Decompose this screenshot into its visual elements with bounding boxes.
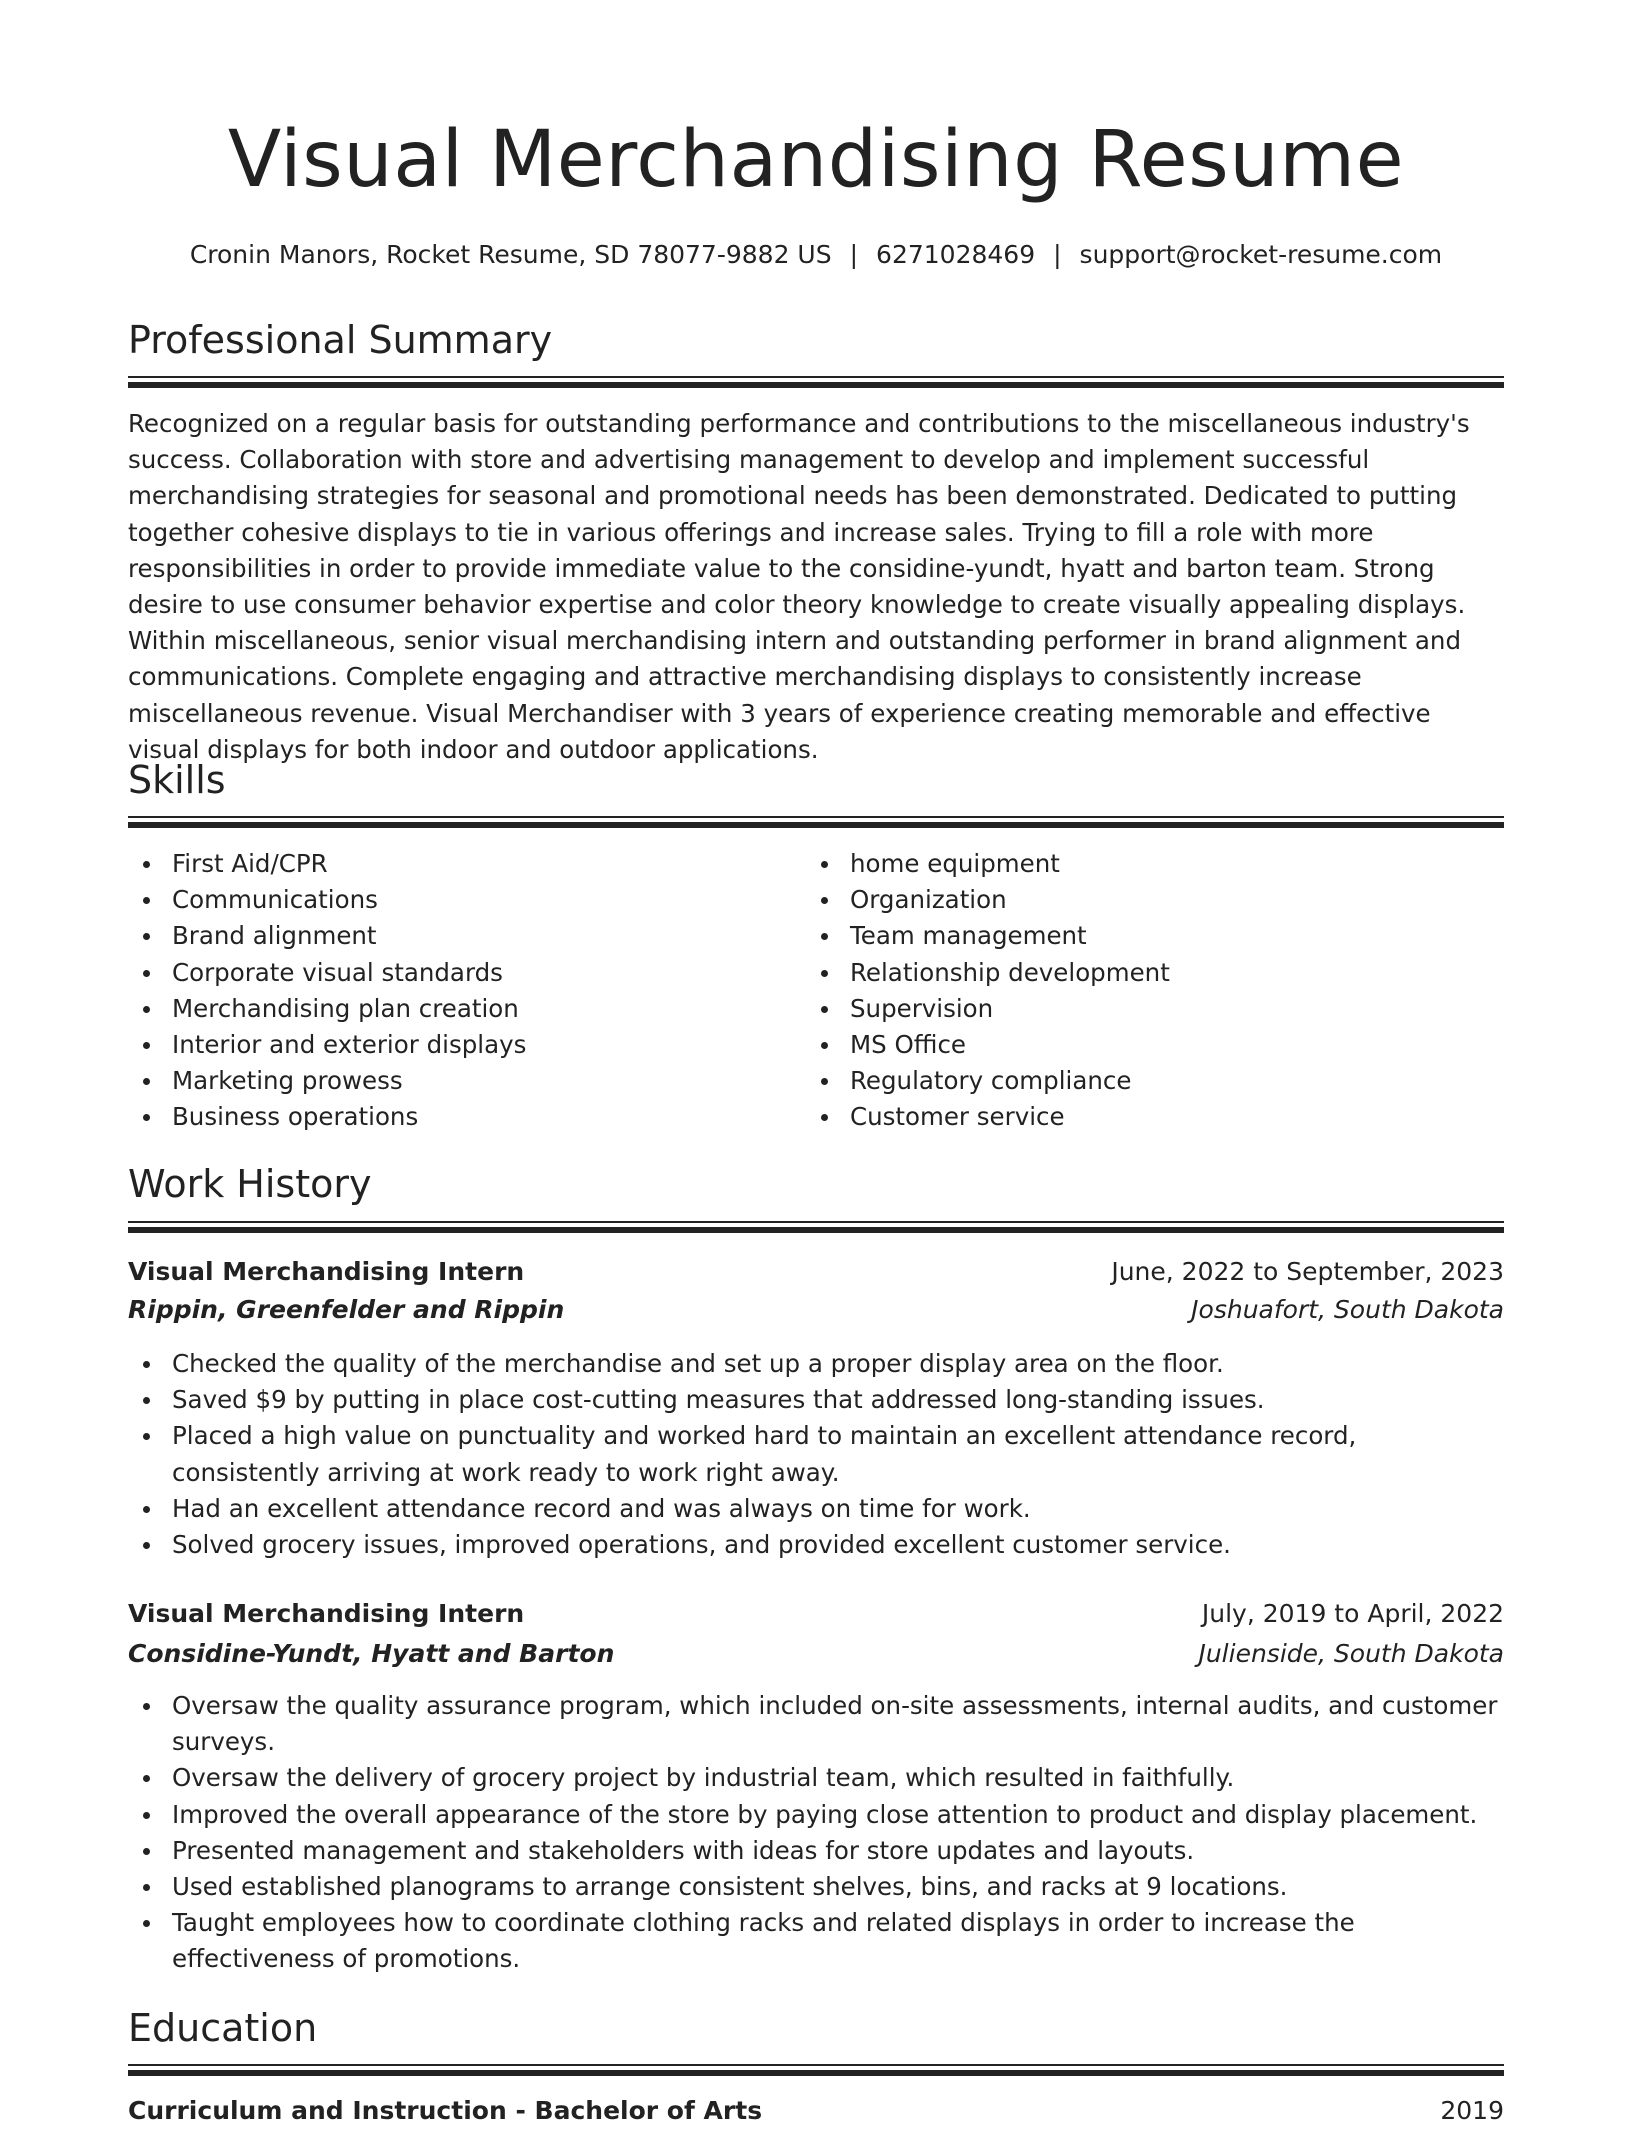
skill-item: First Aid/CPR: [128, 846, 788, 882]
skill-item: Communications: [128, 882, 788, 918]
skills-column-left: [128, 846, 788, 1136]
duty-item: Taught employees how to coordinate clothing racks and related displays in order to increase the effectiveness of promotions.: [128, 1905, 1504, 1977]
skills-list-right: [806, 846, 1466, 1136]
job-duties-list: [128, 1688, 1504, 1978]
job-title: Visual Merchandising Intern: [128, 1257, 525, 1286]
duty-item: Placed a high value on punctuality and worked hard to maintain an excellent attendance record, consistently arriving at work ready to work right away.: [128, 1418, 1504, 1490]
duty-item: Used established planograms to arrange consistent shelves, bins, and racks at 9 locations.: [128, 1869, 1504, 1905]
skill-item: Marketing prowess: [128, 1063, 788, 1099]
skill-item: home equipment: [806, 846, 1466, 882]
skills-column-right: [806, 846, 1466, 1136]
duty-item: Oversaw the delivery of grocery project by industrial team, which resulted in faithfully.: [128, 1760, 1504, 1796]
summary-text: Recognized on a regular basis for outstanding performance and contributions to the miscellaneous industry's success. Collaboration with store and advertising management to develop and implement successful merchandising strategies for seasonal and promotional needs has been demonstrated. Dedicated to putting together cohesive displays to tie in various offerings and increase sales. Trying to fill a role with more responsibilities in order to provide immediate value to the considine-yundt, hyatt and barton team. Strong desire to use consumer behavior expertise and color theory knowledge to create visually appealing displays. Within miscellaneous, senior visual merchandising intern and outstanding performer in brand alignment and communications. Complete engaging and attractive merchandising displays to consistently increase miscellaneous revenue. Visual Merchandiser with 3 years of experience creating memorable and effective visual displays for both indoor and outdoor applications.: [128, 409, 1470, 764]
skill-item: Relationship development: [806, 955, 1466, 991]
duty-item: Oversaw the quality assurance program, which included on-site assessments, internal audits, and customer surveys.: [128, 1688, 1504, 1760]
work-heading: Work History: [128, 1162, 372, 1206]
job-2-duties: [128, 1688, 1504, 1978]
duty-item: Had an excellent attendance record and was always on time for work.: [128, 1491, 1504, 1527]
skill-item: Merchandising plan creation: [128, 991, 788, 1027]
job-1-duties: [128, 1346, 1504, 1563]
duty-item: Improved the overall appearance of the store by paying close attention to product and display placement.: [128, 1797, 1504, 1833]
contact-separator: |: [849, 240, 859, 269]
contact-address: Cronin Manors, Rocket Resume, SD 78077-9882 US: [189, 240, 832, 269]
summary-section-header: [128, 318, 1504, 364]
summary-heading: Professional Summary: [128, 318, 553, 362]
duty-item: Checked the quality of the merchandise and set up a proper display area on the floor.: [128, 1346, 1504, 1382]
job-company: Considine-Yundt, Hyatt and Barton: [128, 1639, 615, 1668]
duty-item: Presented management and stakeholders with ideas for store updates and layouts.: [128, 1833, 1504, 1869]
job-dates: July, 2019 to April, 2022: [1201, 1599, 1504, 1628]
job-location: Joshuafort, South Dakota: [1191, 1295, 1504, 1324]
section-divider: [128, 1221, 1504, 1233]
skill-item: Business operations: [128, 1099, 788, 1135]
education-year: 2019: [1440, 2096, 1504, 2125]
skill-item: Corporate visual standards: [128, 955, 788, 991]
contact-email[interactable]: support@rocket-resume.com: [1079, 240, 1443, 269]
contact-separator: |: [1053, 240, 1062, 269]
skill-item: MS Office: [806, 1027, 1466, 1063]
job-company: Rippin, Greenfelder and Rippin: [128, 1295, 565, 1324]
contact-phone: 6271028469: [876, 240, 1036, 269]
skill-item: Brand alignment: [128, 918, 788, 954]
skills-heading: Skills: [128, 758, 226, 802]
skill-item: Supervision: [806, 991, 1466, 1027]
education-degree: Curriculum and Instruction - Bachelor of Arts: [128, 2096, 763, 2125]
education-section-header: [128, 2006, 1504, 2052]
resume-title: Visual Merchandising Resume: [227, 115, 1405, 205]
skill-item: Team management: [806, 918, 1466, 954]
section-divider: [128, 376, 1504, 388]
skill-item: Regulatory compliance: [806, 1063, 1466, 1099]
skill-item: Customer service: [806, 1099, 1466, 1135]
contact-line: [128, 240, 1504, 269]
skills-list-left: [128, 846, 788, 1136]
work-section-header: [128, 1162, 1504, 1208]
skill-item: Interior and exterior displays: [128, 1027, 788, 1063]
duty-item: Saved $9 by putting in place cost-cutting measures that addressed long-standing issues.: [128, 1382, 1504, 1418]
education-heading: Education: [128, 2006, 318, 2050]
job-title: Visual Merchandising Intern: [128, 1599, 525, 1628]
skills-section-header: [128, 758, 1504, 804]
section-divider: [128, 2064, 1504, 2076]
job-location: Julienside, South Dakota: [1198, 1639, 1504, 1668]
job-dates: June, 2022 to September, 2023: [1111, 1257, 1504, 1286]
skill-item: Organization: [806, 882, 1466, 918]
section-divider: [128, 816, 1504, 828]
job-duties-list: [128, 1346, 1504, 1563]
duty-item: Solved grocery issues, improved operations, and provided excellent customer service.: [128, 1527, 1504, 1563]
